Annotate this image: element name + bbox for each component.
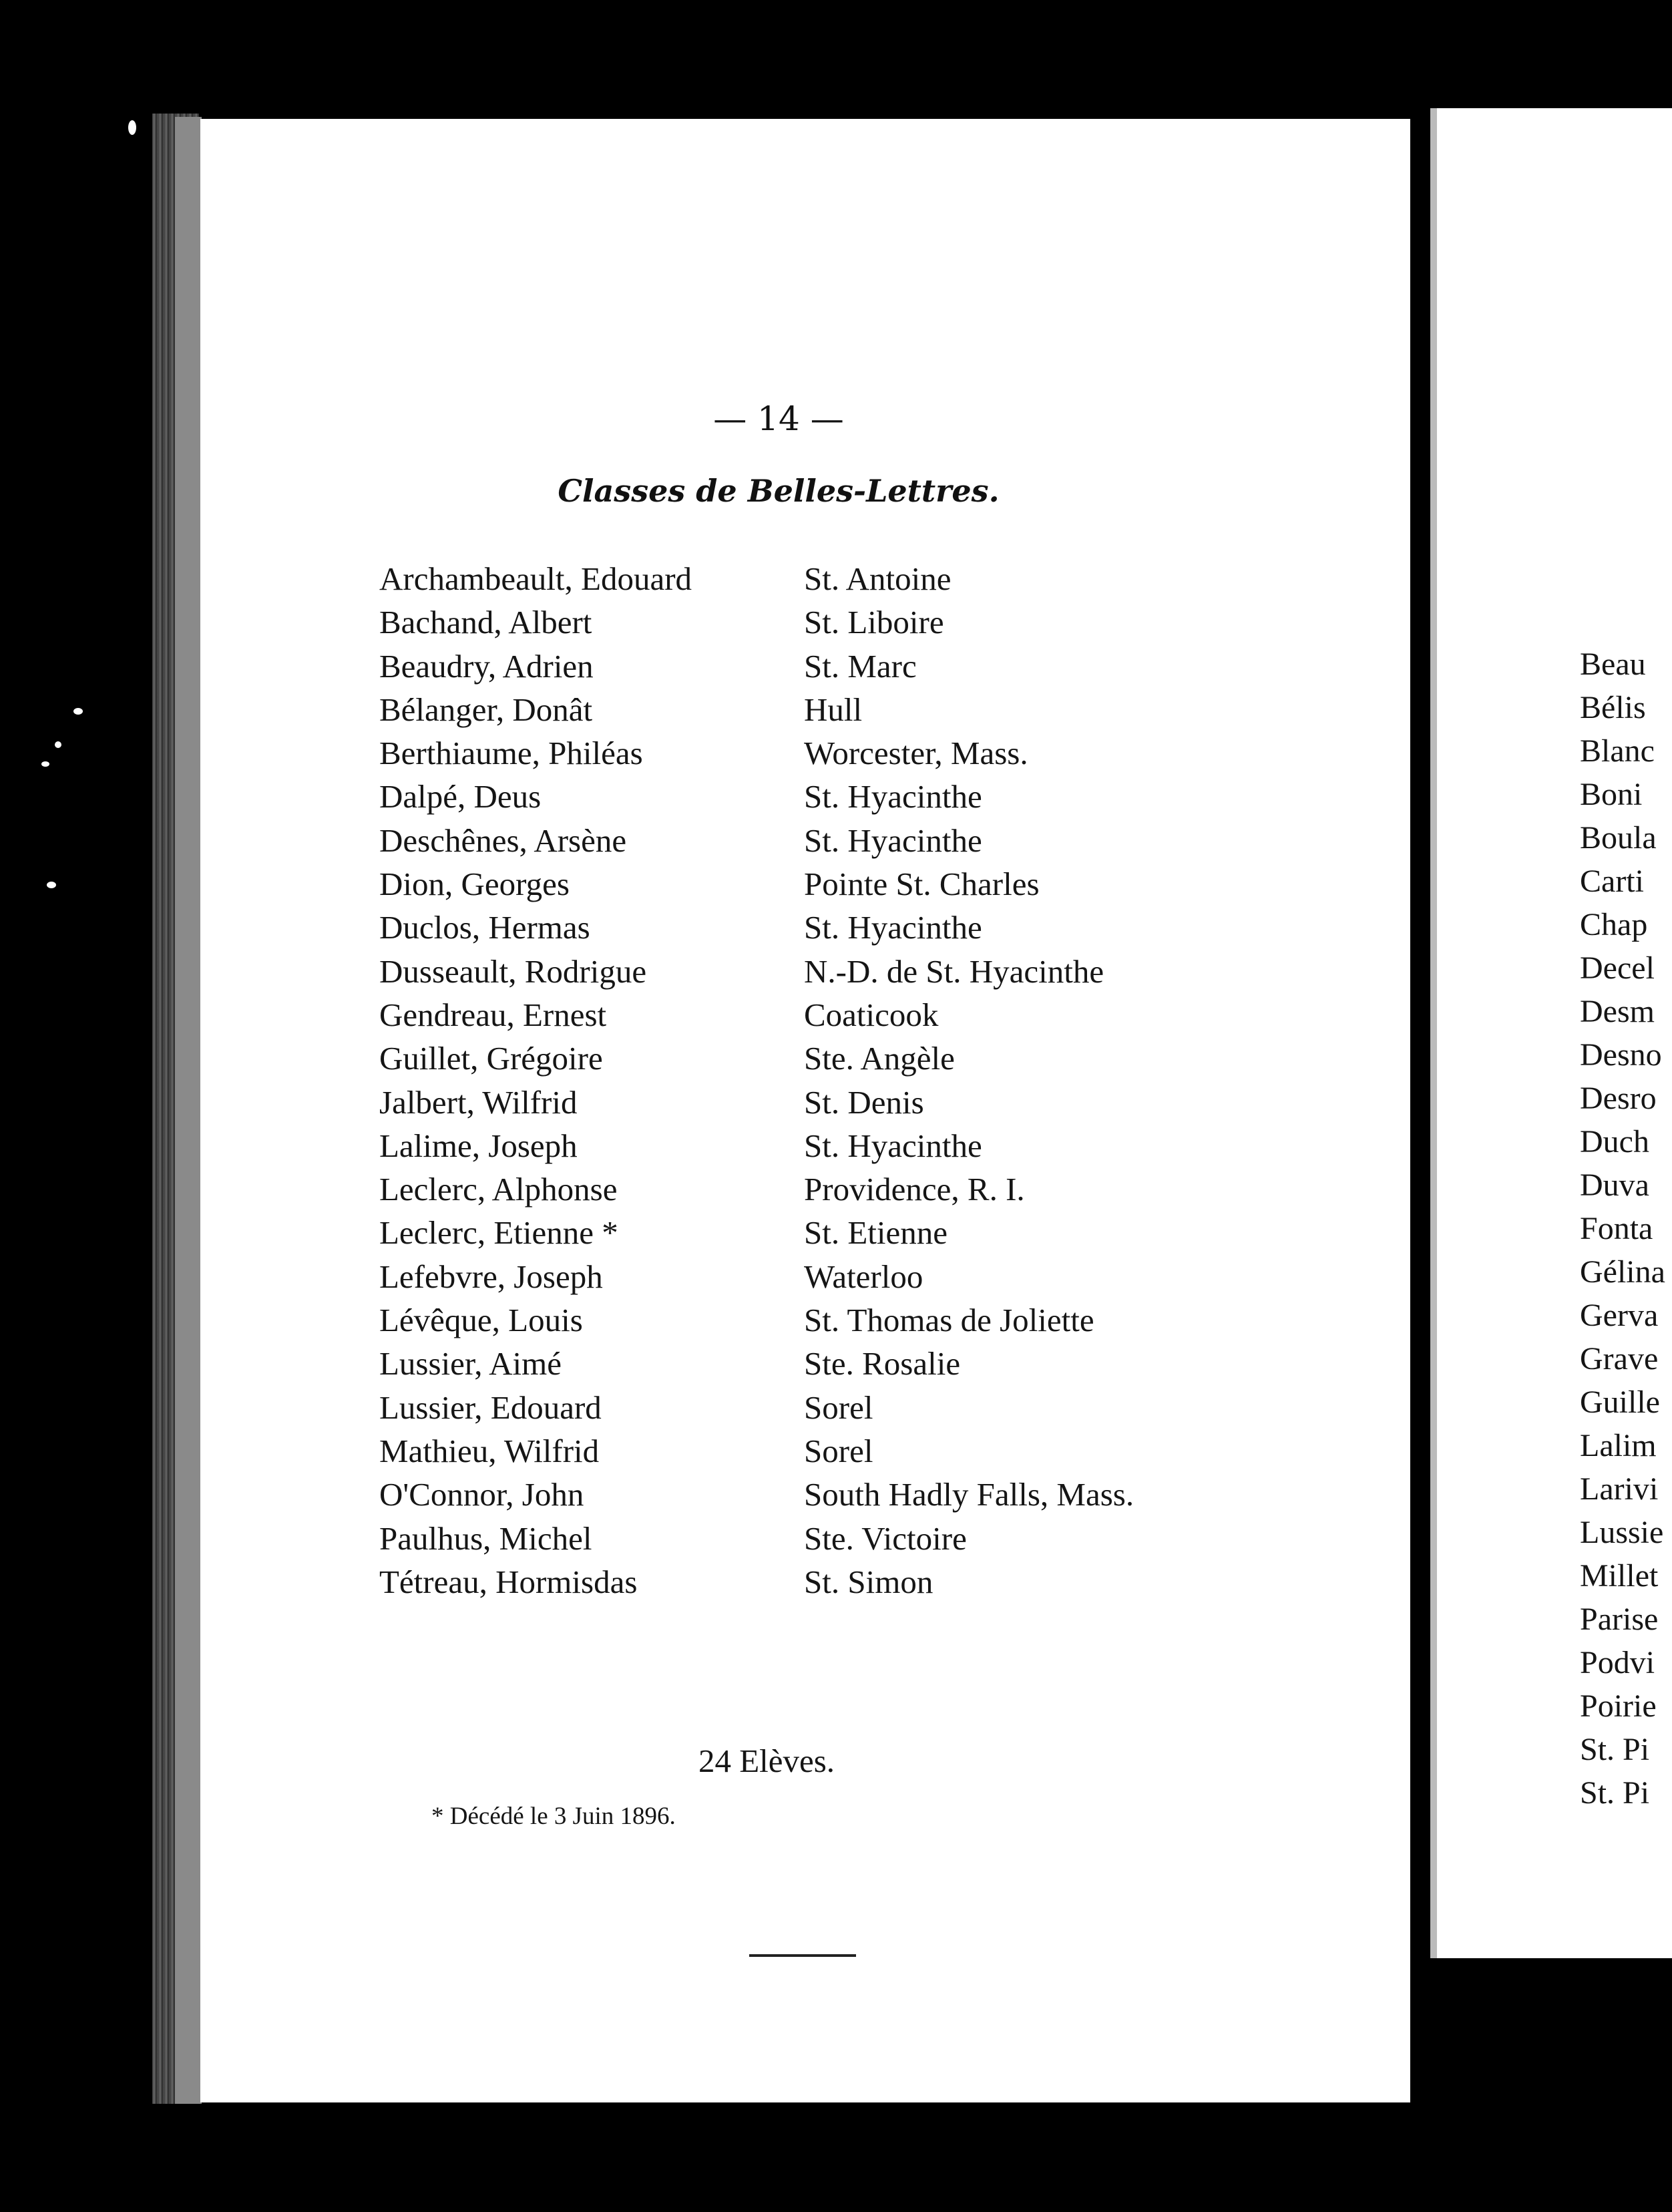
student-hometown: Waterloo xyxy=(804,1258,923,1295)
right-page-name-fragment: Lalim xyxy=(1580,1428,1657,1463)
student-name: Berthiaume, Philéas xyxy=(379,735,643,772)
right-page-name-fragment: Desro xyxy=(1580,1081,1657,1116)
right-page-name-fragment: Gélina xyxy=(1580,1254,1665,1290)
right-page-name-fragment: Podvi xyxy=(1580,1645,1655,1680)
right-page-name-fragment: St. Pi xyxy=(1580,1775,1650,1811)
right-page-name-fragment: Carti xyxy=(1580,864,1644,899)
right-page-name-fragment: Blanc xyxy=(1580,733,1655,769)
right-page-name-fragment: Beau xyxy=(1580,647,1646,682)
student-hometown: St. Simon xyxy=(804,1563,933,1600)
student-name: Lussier, Edouard xyxy=(379,1389,602,1426)
student-name: Dalpé, Deus xyxy=(379,778,542,815)
right-page-name-fragment: Boni xyxy=(1580,777,1643,812)
student-name: Lussier, Aimé xyxy=(379,1345,562,1382)
student-name: Archambeault, Edouard xyxy=(379,560,692,597)
student-name: Mathieu, Wilfrid xyxy=(379,1432,600,1469)
student-hometown: St. Hyacinthe xyxy=(804,778,982,815)
right-page-name-fragment: Guille xyxy=(1580,1385,1660,1420)
student-name: Gendreau, Ernest xyxy=(379,996,607,1033)
student-name: Leclerc, Etienne * xyxy=(379,1214,618,1252)
student-hometown: Sorel xyxy=(804,1389,873,1426)
scan-speck xyxy=(47,882,56,888)
page-heading: Classes de Belles-Lettres. xyxy=(558,473,1000,509)
student-name: Beaudry, Adrien xyxy=(379,647,594,685)
right-page-name-fragment: Duva xyxy=(1580,1167,1649,1203)
student-hometown: St. Antoine xyxy=(804,560,952,597)
student-hometown: St. Hyacinthe xyxy=(804,909,982,946)
student-hometown: St. Marc xyxy=(804,647,917,685)
student-hometown: St. Liboire xyxy=(804,604,944,641)
right-page-name-fragment: Parise xyxy=(1580,1602,1659,1637)
right-page-name-fragment: Chap xyxy=(1580,907,1648,942)
student-name: Lévêque, Louis xyxy=(379,1302,583,1339)
right-page-name-fragment: Desno xyxy=(1580,1037,1662,1073)
right-page-name-fragment: Larivi xyxy=(1580,1471,1659,1507)
student-name: Dion, Georges xyxy=(379,866,570,903)
right-page-name-fragment: Millet xyxy=(1580,1558,1659,1594)
right-page-name-fragment: Decel xyxy=(1580,950,1655,986)
student-hometown: Pointe St. Charles xyxy=(804,866,1040,903)
right-page-name-fragment: Poirie xyxy=(1580,1688,1657,1724)
student-hometown: Providence, R. I. xyxy=(804,1171,1025,1208)
student-name: Dusseault, Rodrigue xyxy=(379,952,647,990)
right-page-name-fragment: Boula xyxy=(1580,820,1657,856)
right-page xyxy=(1434,108,1672,1958)
left-page xyxy=(200,119,1410,2102)
student-name: Leclerc, Alphonse xyxy=(379,1171,618,1208)
student-hometown: St. Hyacinthe xyxy=(804,821,982,859)
student-name: Bachand, Albert xyxy=(379,604,592,641)
footnote: * Décédé le 3 Juin 1896. xyxy=(431,1803,676,1830)
student-name: Deschênes, Arsène xyxy=(379,821,627,859)
student-name: Bélanger, Donât xyxy=(379,691,593,728)
student-hometown: Worcester, Mass. xyxy=(804,735,1028,772)
right-page-name-fragment: Lussie xyxy=(1580,1515,1664,1550)
student-hometown: Ste. Angèle xyxy=(804,1040,955,1077)
scan-speck xyxy=(55,741,61,748)
student-hometown: Hull xyxy=(804,691,863,728)
student-hometown: Ste. Rosalie xyxy=(804,1345,961,1382)
right-page-name-fragment: St. Pi xyxy=(1580,1732,1650,1767)
student-name: Jalbert, Wilfrid xyxy=(379,1083,578,1121)
student-hometown: St. Denis xyxy=(804,1083,924,1121)
student-hometown: St. Etienne xyxy=(804,1214,948,1252)
student-hometown: St. Thomas de Joliette xyxy=(804,1302,1094,1339)
student-name: Tétreau, Hormisdas xyxy=(379,1563,638,1600)
right-page-name-fragment: Desm xyxy=(1580,994,1655,1029)
student-name: Guillet, Grégoire xyxy=(379,1040,603,1077)
student-total: 24 Elèves. xyxy=(698,1742,835,1779)
student-hometown: Ste. Victoire xyxy=(804,1519,967,1557)
student-hometown: N.-D. de St. Hyacinthe xyxy=(804,952,1104,990)
student-name: O'Connor, John xyxy=(379,1476,584,1513)
student-hometown: St. Hyacinthe xyxy=(804,1127,982,1164)
student-name: Duclos, Hermas xyxy=(379,909,590,946)
right-page-name-list xyxy=(1580,642,1665,1815)
student-name: Lefebvre, Joseph xyxy=(379,1258,603,1295)
closing-rule xyxy=(749,1954,856,1957)
student-hometown: Sorel xyxy=(804,1432,873,1469)
scan-speck xyxy=(128,120,136,135)
scan-speck xyxy=(73,708,83,715)
right-page-name-fragment: Fonta xyxy=(1580,1211,1653,1246)
student-hometown: Coaticook xyxy=(804,996,939,1033)
student-name: Paulhus, Michel xyxy=(379,1519,592,1557)
right-page-name-fragment: Gerva xyxy=(1580,1298,1659,1333)
scan-speck xyxy=(41,761,49,767)
right-page-name-fragment: Duch xyxy=(1580,1124,1649,1159)
student-name: Lalime, Joseph xyxy=(379,1127,578,1164)
student-hometown: South Hadly Falls, Mass. xyxy=(804,1476,1134,1513)
right-page-name-fragment: Grave xyxy=(1580,1341,1659,1376)
page-number: — 14 — xyxy=(713,399,844,438)
right-page-name-fragment: Bélis xyxy=(1580,690,1646,725)
